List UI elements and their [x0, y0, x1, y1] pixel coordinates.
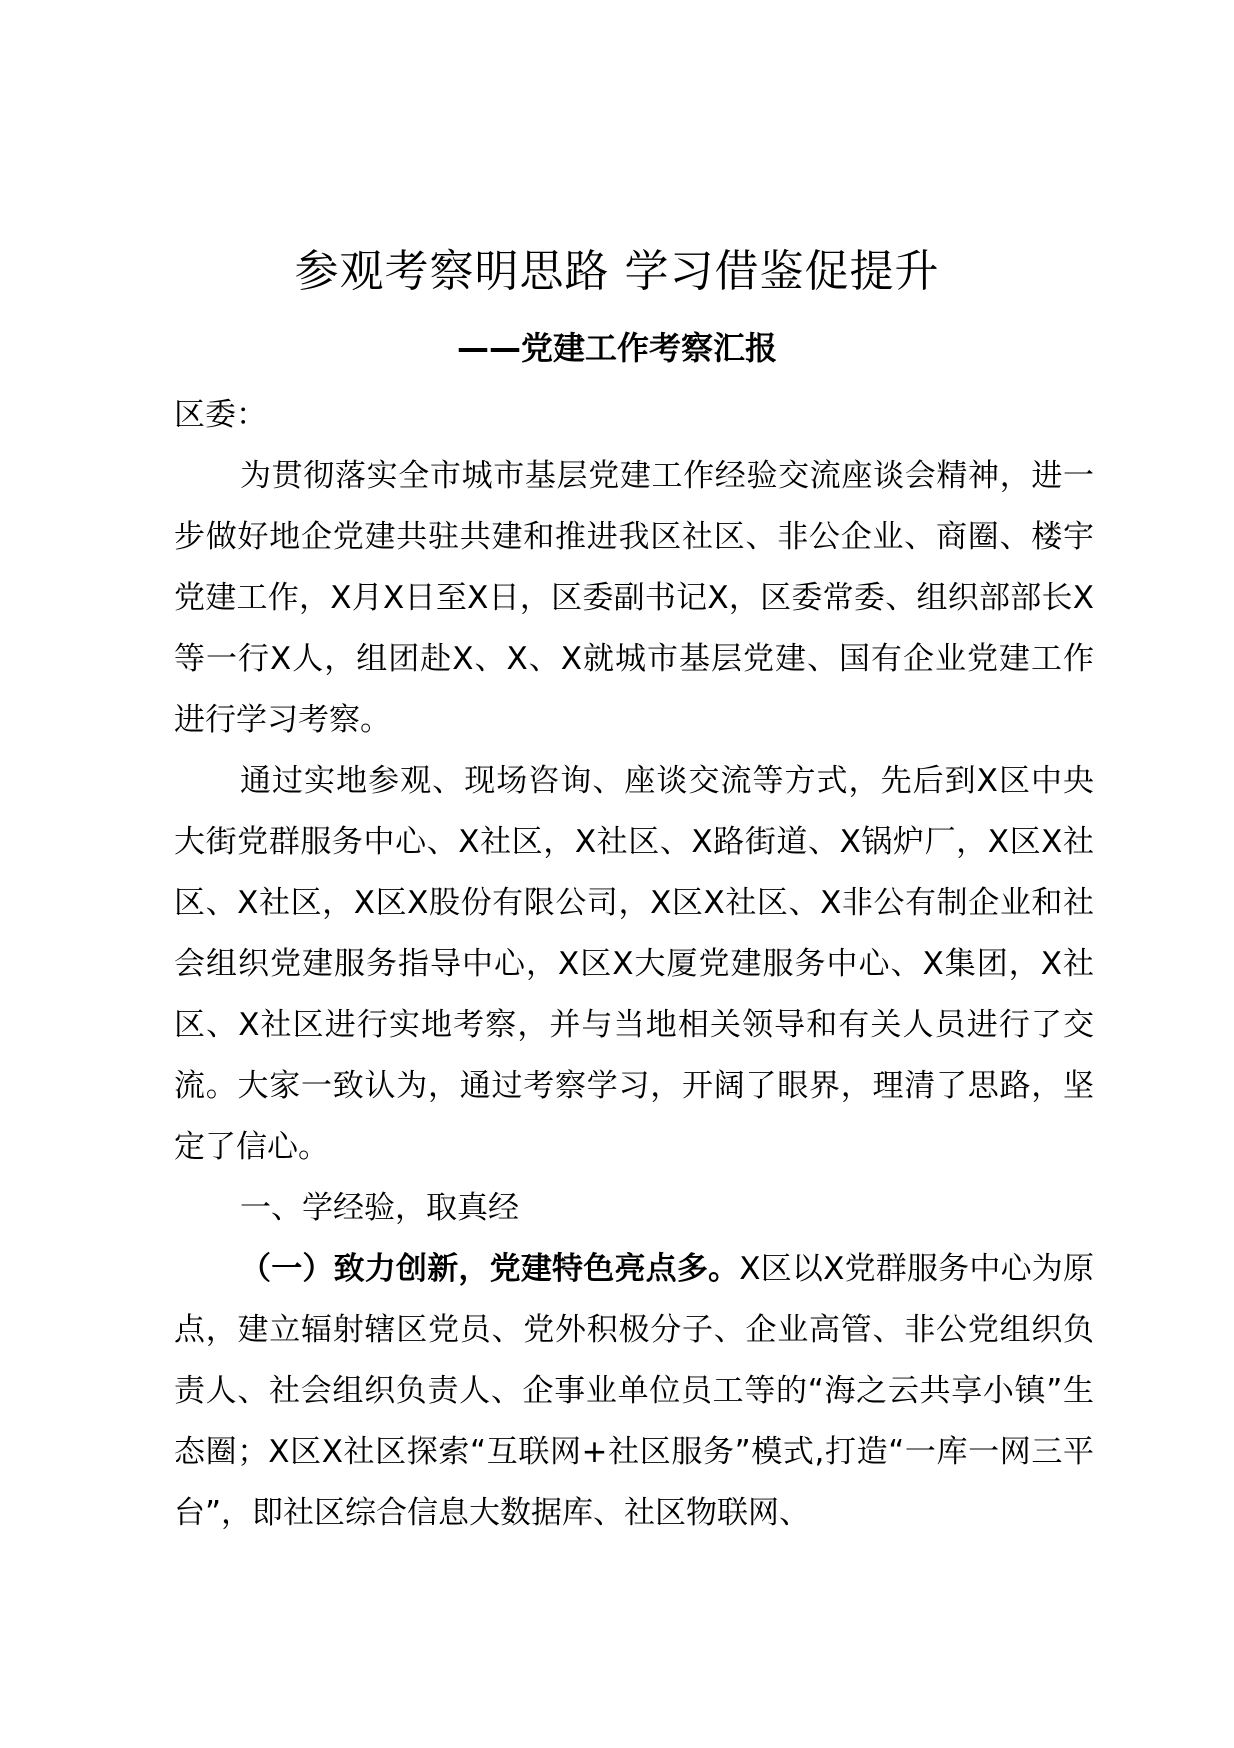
section-heading: 一、学经验，取真经	[240, 1190, 519, 1226]
paragraph-2: 通过实地参观、现场咨询、座谈交流等方式，先后到X区中央大街党群服务中心、X社区，X社区、X路街道、X锅炉厂，X区X社区、X社区，X区X股份有限公司，X区X社区、X非公有制企业和社会组织党建服务指导中心，X区X大厦党建服务中心、X集团，X社区、X社区进行实地考察，并与当地相关领导和有关人员进行了交流。大家一致认为，通过考察学习，开阔了眼界，理清了思路，坚定了信心。	[174, 763, 1094, 1165]
document-subtitle: ——党建工作考察汇报	[456, 329, 777, 367]
salutation: 区委：	[174, 397, 267, 433]
document-body	[174, 385, 1094, 1544]
subsection-text: X区以X党群服务中心为原点，建立辐射辖区党员、党外积极分子、企业高管、非公党组织负责人、社会组织负责人、企事业单位员工等的“海之云共享小镇”生态圈；X区X社区探索“互联网+社区服务”模式,打造“一库一网三平台”，即社区综合信息大数据库、社区物联网、	[174, 1251, 1095, 1531]
subsection-paragraph	[174, 1239, 1094, 1544]
paragraph-1: 为贯彻落实全市城市基层党建工作经验交流座谈会精神，进一步做好地企党建共驻共建和推进我区社区、非公企业、商圈、楼宇党建工作，X月X日至X日，区委副书记X，区委常委、组织部部长X等一行X人，组团赴X、X、X就城市基层党建、国有企业党建工作进行学习考察。	[174, 458, 1094, 738]
subsection-heading: （一）致力创新，党建特色亮点多。	[240, 1251, 740, 1287]
document-title: 参观考察明思路 学习借鉴促提升	[294, 246, 940, 297]
